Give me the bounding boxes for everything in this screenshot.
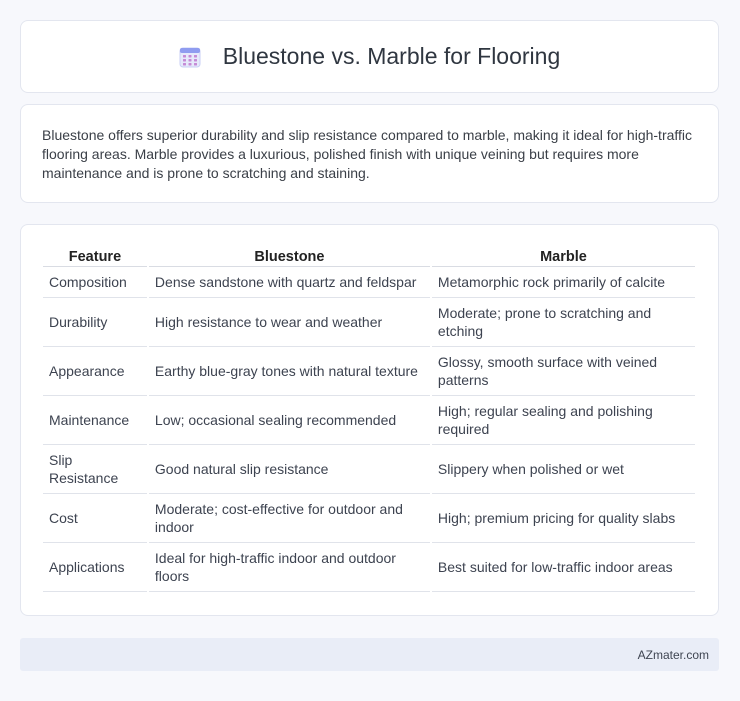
table-header-row	[43, 245, 695, 267]
marble-cell: Glossy, smooth surface with veined patterns	[432, 347, 695, 396]
title-wrap	[179, 43, 561, 70]
marble-cell: High; premium pricing for quality slabs	[432, 494, 695, 543]
comparison-table-card	[20, 224, 719, 616]
summary-card	[20, 104, 719, 203]
header-feature: Feature	[43, 245, 147, 267]
title-card	[20, 20, 719, 93]
table-row	[43, 543, 695, 592]
calendar-grid-icon	[179, 46, 201, 68]
marble-cell: High; regular sealing and polishing required	[432, 396, 695, 445]
bluestone-cell: Ideal for high-traffic indoor and outdoor floors	[149, 543, 430, 592]
table-row	[43, 445, 695, 494]
header-marble: Marble	[432, 245, 695, 267]
feature-cell: Applications	[43, 543, 147, 592]
table-row	[43, 347, 695, 396]
marble-cell: Best suited for low-traffic indoor areas	[432, 543, 695, 592]
feature-cell: Appearance	[43, 347, 147, 396]
bluestone-cell: Good natural slip resistance	[149, 445, 430, 494]
table-row	[43, 267, 695, 298]
feature-cell: Cost	[43, 494, 147, 543]
footer	[20, 638, 719, 671]
marble-cell: Moderate; prone to scratching and etching	[432, 298, 695, 347]
table-row	[43, 396, 695, 445]
bluestone-cell: High resistance to wear and weather	[149, 298, 430, 347]
table-row	[43, 494, 695, 543]
footer-site-link[interactable]: AZmater.com	[637, 647, 709, 662]
header-bluestone: Bluestone	[149, 245, 430, 267]
feature-cell: Maintenance	[43, 396, 147, 445]
comparison-table	[41, 245, 697, 592]
marble-cell: Metamorphic rock primarily of calcite	[432, 267, 695, 298]
feature-cell: Durability	[43, 298, 147, 347]
bluestone-cell: Earthy blue-gray tones with natural texture	[149, 347, 430, 396]
summary-text: Bluestone offers superior durability and slip resistance compared to marble, making it ideal for high-traffic flooring areas. Marble provides a luxurious, polished finish with unique veining but requires more maintenance and is prone to scratching and staining.	[42, 127, 693, 181]
feature-cell: Slip Resistance	[43, 445, 147, 494]
page-title: Bluestone vs. Marble for Flooring	[222, 43, 561, 69]
bluestone-cell: Moderate; cost-effective for outdoor and indoor	[149, 494, 430, 543]
feature-cell: Composition	[43, 267, 147, 298]
bluestone-cell: Dense sandstone with quartz and feldspar	[149, 267, 430, 298]
table-row	[43, 298, 695, 347]
marble-cell: Slippery when polished or wet	[432, 445, 695, 494]
bluestone-cell: Low; occasional sealing recommended	[149, 396, 430, 445]
